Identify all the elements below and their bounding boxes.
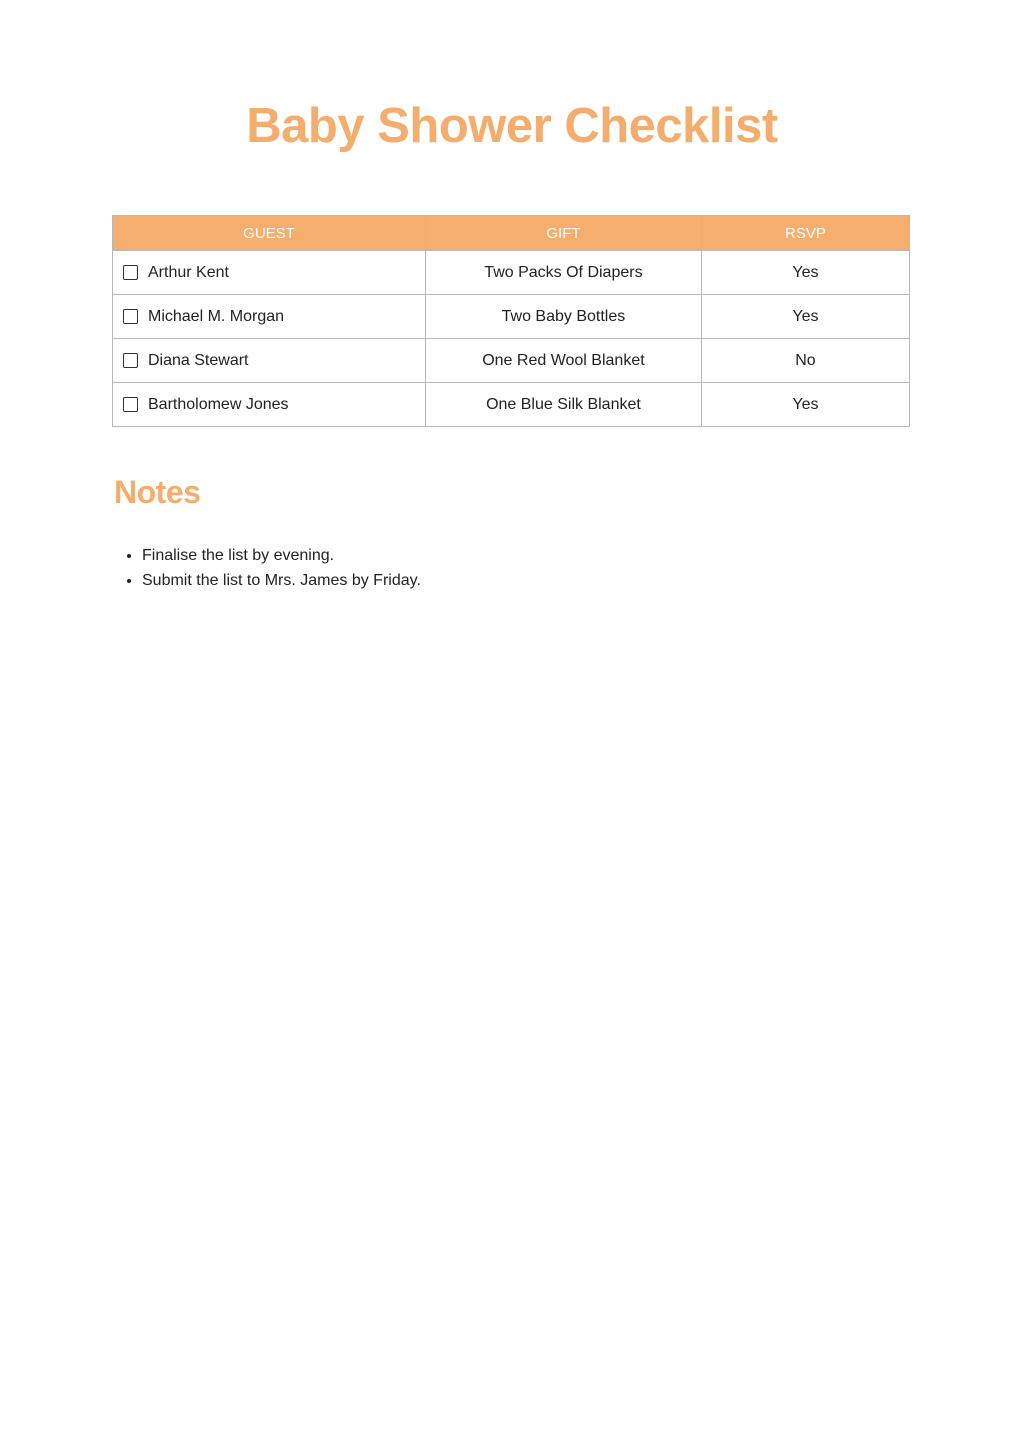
guest-checkbox[interactable] [123,397,138,412]
guest-checkbox[interactable] [123,309,138,324]
table-row [113,295,910,339]
guest-name: Bartholomew Jones [148,395,289,413]
guest-name: Diana Stewart [148,351,249,369]
guest-checkbox[interactable] [123,265,138,280]
column-header-guest: GUEST [113,216,426,251]
guest-name: Michael M. Morgan [148,307,285,325]
guest-name: Arthur Kent [148,263,229,281]
notes-list [112,543,421,593]
gift-cell: One Red Wool Blanket [426,339,702,383]
notes-heading: Notes [114,474,201,510]
guest-cell [113,383,426,427]
rsvp-cell: Yes [701,383,909,427]
guest-cell [113,251,426,295]
rsvp-cell: Yes [701,295,909,339]
guest-checkbox[interactable] [123,353,138,368]
table-header-row [113,216,910,251]
guest-cell [113,339,426,383]
column-header-rsvp: RSVP [701,216,909,251]
column-header-gift: GIFT [426,216,702,251]
gift-cell: One Blue Silk Blanket [426,383,702,427]
table-row [113,251,910,295]
rsvp-cell: Yes [701,251,909,295]
guest-cell [113,295,426,339]
gift-cell: Two Baby Bottles [426,295,702,339]
list-item: • Submit the list to Mrs. James by Friday. [142,568,421,593]
table-row [113,339,910,383]
page-title: Baby Shower Checklist [246,99,778,153]
list-item: • Finalise the list by evening. [142,543,421,568]
gift-cell: Two Packs Of Diapers [426,251,702,295]
table-row [113,383,910,427]
rsvp-cell: No [701,339,909,383]
guest-checklist-table [112,215,910,427]
